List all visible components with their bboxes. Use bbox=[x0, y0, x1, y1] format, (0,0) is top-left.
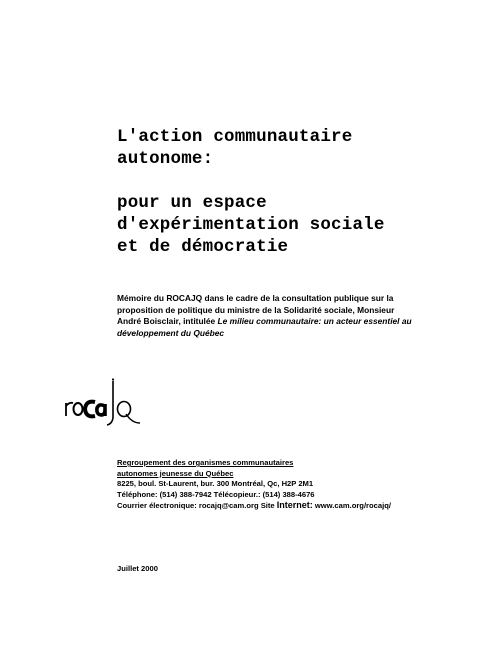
memo-line-2: proposition de politique du ministre de la Solidarité sociale, Monsieur bbox=[117, 304, 395, 315]
memo-description bbox=[117, 293, 457, 339]
memo-line-3 bbox=[117, 316, 457, 328]
organization-name-line-1: Regroupement des organismes communautaires bbox=[117, 458, 294, 467]
internet-label: Internet: bbox=[276, 500, 313, 511]
email-label: Courrier électronique: rocajq@cam.org Site bbox=[117, 501, 277, 511]
memo-line-1: Mémoire du ROCAJQ dans le cadre de la consultation publique sur la bbox=[117, 293, 394, 303]
title-line-1: L'action communautaire bbox=[117, 127, 353, 147]
title-line-5: et de démocratie bbox=[117, 237, 289, 257]
contact-block bbox=[117, 458, 477, 512]
publication-date: Juillet 2000 bbox=[117, 564, 158, 573]
phone-fax-line: Téléphone: (514) 388-7942 Télécopieur.: (514) 388-4676 bbox=[117, 489, 315, 499]
title-line-4: d'expérimentation sociale bbox=[117, 215, 385, 235]
address-line: 8225, boul. St-Laurent, bur. 300 Montréal, Qc, H2P 2M1 bbox=[117, 479, 314, 489]
memo-line-3-plain: André Boisclair, intitulée bbox=[117, 316, 218, 326]
title-line-2: autonome: bbox=[117, 149, 214, 169]
organization-name-line-2: autonomes jeunesse du Québec bbox=[117, 468, 234, 478]
website-url: www.cam.org/rocajq/ bbox=[312, 501, 391, 511]
title-spacer bbox=[117, 170, 477, 192]
rocajq-logo-graphic bbox=[62, 378, 142, 428]
memo-line-3-italic: Le milieu communautaire: un acteur essentiel au bbox=[217, 316, 412, 326]
email-website-line bbox=[117, 500, 477, 512]
title-line-3: pour un espace bbox=[117, 193, 267, 213]
rocajq-logo-icon bbox=[62, 378, 142, 428]
memo-line-4: développement du Québec bbox=[117, 327, 225, 338]
document-title bbox=[117, 126, 477, 258]
